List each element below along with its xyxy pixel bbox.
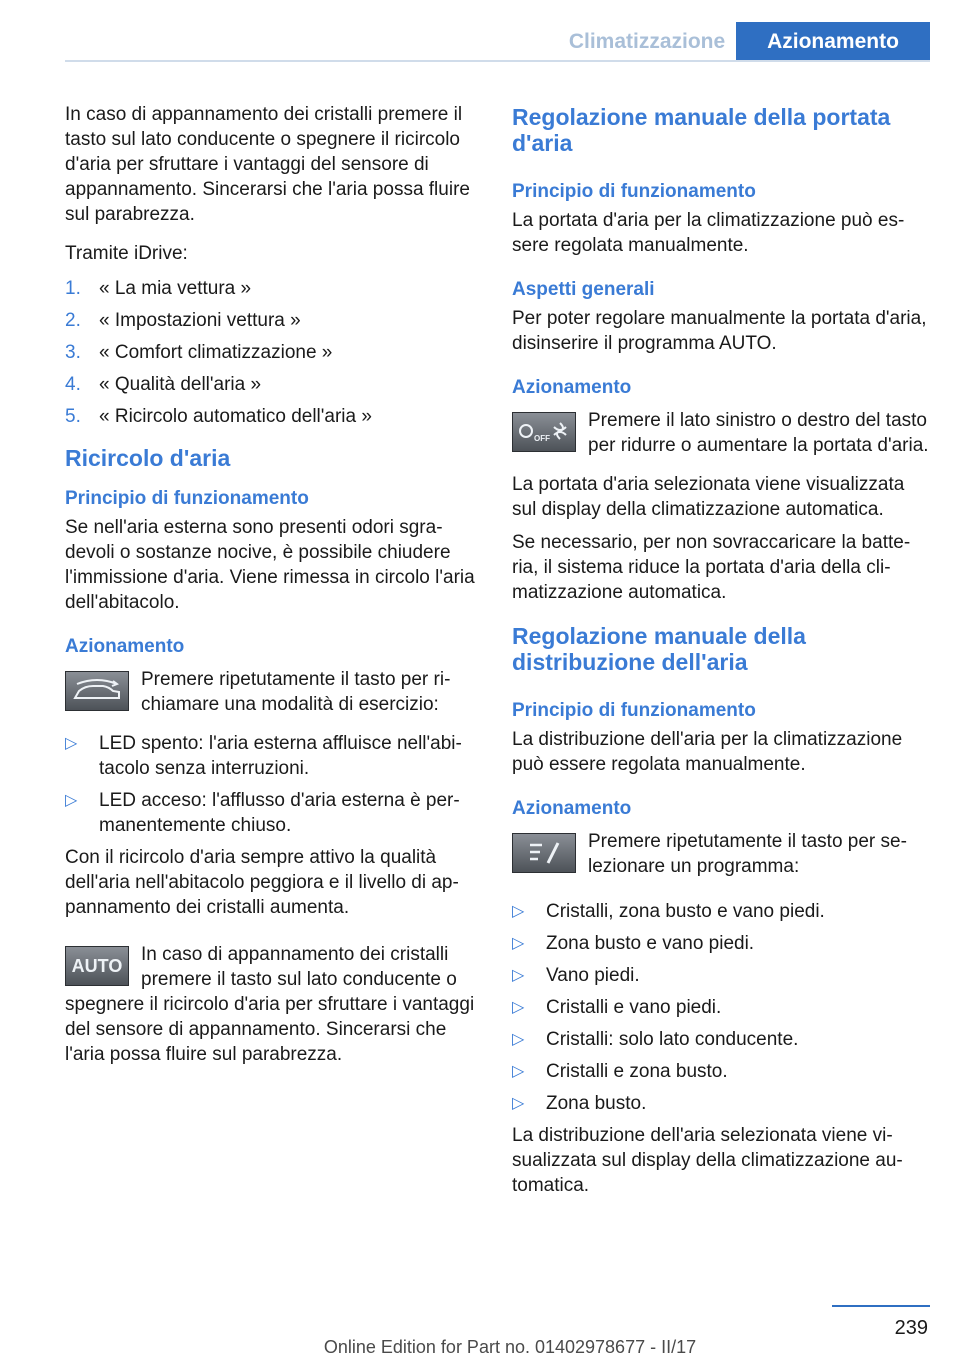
auto-button-row [65, 942, 481, 1067]
subheading-principio-2: Principio di funzionamento [512, 700, 756, 721]
list-item: 1. « La mia vettura » [65, 278, 252, 299]
auto-instruction: In caso di appannamento dei cristalli premere il tasto sul lato conducente o spegnere il ricircolo d'aria per sfruttare i vantaggi del sensore di appannamento. Sincerarsi che l'aria possa fluire sul parabrezza. [65, 944, 475, 1065]
triangle-bullet-icon: ▷ [512, 1031, 525, 1048]
portata-principio-paragraph: La portata d'aria per la climatizzazione può essere regolata manualmente. [512, 210, 905, 256]
triangle-bullet-icon: ▷ [512, 903, 525, 920]
ricircolo-note: Con il ricircolo d'aria sempre attivo la qualità dell'aria nell'abitacolo peggiora e il livello di appannamento dei cristalli aumenta. [65, 847, 459, 918]
right-column [512, 102, 930, 1212]
triangle-bullet-icon: ▷ [512, 999, 525, 1016]
heading-distribuzione: Regolazione manuale della distribuzione dell'aria [512, 623, 806, 675]
auto-button-icon: AUTO [65, 946, 129, 986]
heading-ricircolo: Ricircolo d'aria [65, 445, 231, 471]
triangle-bullet-icon: ▷ [512, 935, 525, 952]
subheading-principio: Principio di funzionamento [512, 181, 756, 202]
triangle-bullet-icon: ▷ [512, 967, 525, 984]
list-item: ▷ Cristalli, zona busto e vano piedi. [512, 901, 825, 922]
subheading-principio: Principio di funzionamento [65, 488, 309, 509]
distribution-button-row [512, 829, 930, 879]
idrive-steps-list [65, 276, 481, 429]
fan-instruction: Premere il lato sinistro o destro del tasto per ridurre o aumentare la portata d'aria. [588, 410, 929, 456]
list-item: 5. « Ricircolo automatico dell'aria » [65, 406, 372, 427]
led-states-list [65, 731, 481, 838]
heading-portata: Regolazione manuale della portata d'aria [512, 104, 891, 156]
list-item: 3. « Comfort climatizzazione » [65, 342, 333, 363]
portata-display-paragraph: La portata d'aria selezionata viene visualizzata sul display della climatizzazione automatica. [512, 474, 905, 520]
list-item: ▷ Cristalli: solo lato conducente. [512, 1029, 799, 1050]
header-divider [65, 60, 930, 62]
subheading-azionamento: Azionamento [65, 636, 185, 657]
recirculation-button-row [65, 667, 481, 717]
header-subsection-tab: Azionamento [736, 22, 930, 62]
edition-footer: Online Edition for Part no. 01402978677 - II/17 [323, 1337, 697, 1357]
footer-divider [832, 1305, 930, 1307]
subheading-azionamento: Azionamento [512, 377, 632, 398]
list-item: 4. « Qualità dell'aria » [65, 374, 262, 395]
idrive-label: Tramite iDrive: [65, 243, 188, 264]
list-item: ▷ Vano piedi. [512, 965, 640, 986]
air-distribution-icon [512, 833, 576, 873]
distribution-instruction: Premere ripetutamente il tasto per selezionare un programma: [588, 831, 907, 877]
recirculation-instruction: Premere ripetutamente il tasto per richiamare una modalità di esercizio: [141, 669, 451, 715]
subheading-azionamento-2: Azionamento [512, 798, 632, 819]
svg-text:OFF: OFF [534, 434, 550, 443]
triangle-bullet-icon: ▷ [65, 735, 78, 752]
fan-button-row [512, 408, 930, 458]
list-item: ▷ Zona busto. [512, 1093, 647, 1114]
list-item: 2. « Impostazioni vettura » [65, 310, 301, 331]
distribuzione-display-paragraph: La distribuzione dell'aria selezionata viene visualizzata sul display della climatizzazione automatica. [512, 1125, 903, 1196]
subheading-aspetti: Aspetti generali [512, 279, 655, 300]
fan-off-icon [512, 412, 576, 452]
distribution-programs-list [512, 899, 930, 1116]
principio-paragraph: Se nell'aria esterna sono presenti odori sgradevoli o sostanze nocive, è possibile chiudere l'immissione d'aria. Viene rimessa in circolo l'aria dell'abitacolo. [65, 517, 475, 613]
list-item: ▷ Zona busto e vano piedi. [512, 933, 755, 954]
page-number: 239 [894, 1317, 928, 1339]
triangle-bullet-icon: ▷ [512, 1063, 525, 1080]
header-section-tab: Climatizzazione [568, 30, 726, 53]
list-item: ▷ Cristalli e vano piedi. [512, 997, 722, 1018]
triangle-bullet-icon: ▷ [65, 792, 78, 809]
left-column [65, 102, 481, 1081]
portata-batteria-paragraph: Se necessario, per non sovraccaricare la batteria, il sistema riduce la portata d'aria della climatizzazione automatica. [512, 532, 911, 603]
intro-paragraph: In caso di appannamento dei cristalli premere il tasto sul lato conducente o spegnere il ricircolo d'aria per sfruttare i vantaggi del sensore di appannamento. Sincerarsi che l'aria possa fluire sul parabrezza. [65, 104, 470, 225]
aspetti-paragraph: Per poter regolare manualmente la portata d'aria, disinserire il programma AUTO. [512, 308, 927, 354]
list-item: ▷ Cristalli e zona busto. [512, 1061, 728, 1082]
list-item: ▷ LED acceso: l'afflusso d'aria esterna è permanentemente chiuso. [65, 790, 460, 836]
distribuzione-principio-paragraph: La distribuzione dell'aria per la climatizzazione può essere regolata manualmente. [512, 729, 903, 775]
triangle-bullet-icon: ▷ [512, 1095, 525, 1112]
recirculation-car-icon [65, 671, 129, 711]
list-item: ▷ LED spento: l'aria esterna affluisce nell'abitacolo senza interruzioni. [65, 733, 462, 779]
